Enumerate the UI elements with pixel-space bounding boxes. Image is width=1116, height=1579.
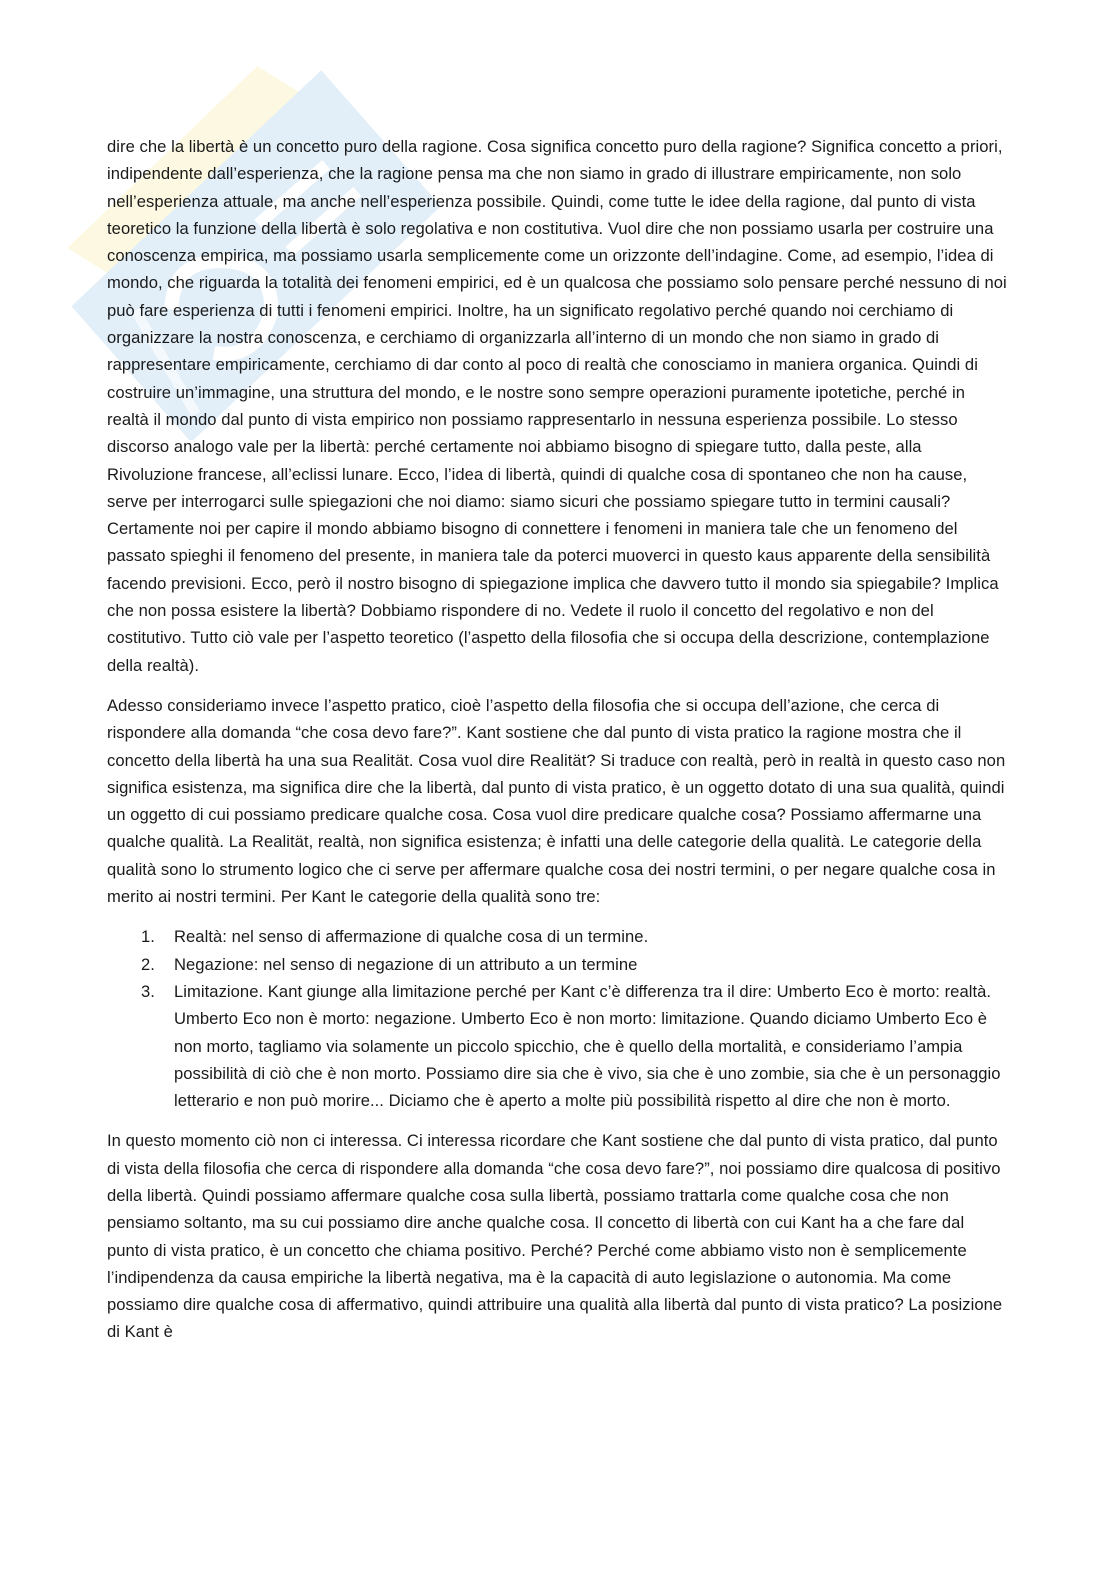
document-body	[107, 133, 1007, 1346]
paragraph-practical: Adesso consideriamo invece l’aspetto pratico, cioè l’aspetto della filosofia che si occupa dell’azione, che cerca di rispondere alla domanda “che cosa devo fare?”. Kant sostiene che dal punto di vista pratico la ragione mostra che il concetto della libertà ha una sua Realität. Cosa vuol dire Realität? Si traduce con realtà, però in realtà in questo caso non significa esistenza, ma significa dire che la libertà, dal punto di vista pratico, è un oggetto dotato di una sua qualità, quindi un oggetto di cui possiamo predicare qualche cosa. Cosa vuol dire predicare qualche cosa? Possiamo affermarne una qualche qualità. La Realität, realtà, non significa esistenza; è infatti una delle categorie della qualità. Le categorie della qualità sono lo strumento logico che ci serve per affermare qualche cosa dei nostri termini, o per negare qualche cosa in merito ai nostri termini. Per Kant le categorie della qualità sono tre:	[107, 695, 1006, 907]
paragraph-theoretical: dire che la libertà è un concetto puro della ragione. Cosa significa concetto puro della ragione? Significa concetto a priori, indipendente dall’esperienza, che la ragione pensa ma che non siamo in grado di illustrare empiricamente, non solo nell’esperienza attuale, ma anche nell’esperienza possibile. Quindi, come tutte le idee della ragione, dal punto di vista teoretico la funzione della libertà è solo regolativa e non costitutiva. Vuol dire che non possiamo usarla per costruire una conoscenza empirica, ma possiamo usarla semplicemente come un orizzonte dell’indagine. Come, ad esempio, l’idea di mondo, che riguarda la totalità dei fenomeni empirici, ed è un qualcosa che possiamo solo pensare perché nessuno di noi può fare esperienza di tutti i fenomeni empirici. Inoltre, ha un significato regolativo perché quando noi cerchiamo di organizzare la nostra conoscenza, e cerchiamo di organizzarla all’interno di un mondo che non siamo in grado di rappresentare empiricamente, cerchiamo di dar conto al poco di realtà che conosciamo in maniera organica. Quindi di costruire un’immagine, una struttura del mondo, e le nostre sono sempre operazioni puramente ipotetiche, perché in realtà il mondo dal punto di vista empirico non possiamo rappresentarlo in nessuna esperienza possibile. Lo stesso discorso analogo vale per la libertà: perché certamente noi abbiamo bisogno di spiegare tutto, dalla peste, alla Rivoluzione francese, all’eclissi lunare. Ecco, l’idea di libertà, quindi di qualche cosa di spontaneo che non ha cause, serve per interrogarci sulle spiegazioni che noi diamo: siamo sicuri che possiamo spiegare tutto in termini causali? Certamente noi per capire il mondo abbiamo bisogno di connettere i fenomeni in maniera tale che un fenomeno del passato spieghi il fenomeno del presente, in maniera tale da poterci muoverci in questo kaus apparente della sensibilità facendo previsioni. Ecco, però il nostro bisogno di spiegazione implica che davvero tutto il mondo sia spiegabile? Implica che non possa esistere la libertà? Dobbiamo rispondere di no. Vedete il ruolo il concetto del regolativo e non del costitutivo. Tutto ciò vale per l’aspetto teoretico (l’aspetto della filosofia che si occupa della descrizione, contemplazione della realtà).	[107, 137, 1007, 675]
list-item-text: Limitazione. Kant giunge alla limitazione perché per Kant c’è differenza tra il dire: Umberto Eco è morto: realtà. Umberto Eco non è morto: negazione. Umberto Eco è non morto: limitazione. Quando diciamo Umberto Eco è non morto, tagliamo via solamente un piccolo spicchio, che è quello della mortalità, e consideriamo l’ampia possibilità di ciò che è non morto. Possiamo dire sia che è vivo, sia che è uno zombie, sia che è un personaggio letterario e non può morire... Diciamo che è aperto a molte più possibilità rispetto al dire che non è morto.	[174, 981, 1001, 1111]
list-item-number: 2.	[141, 954, 155, 974]
list-item-text: Negazione: nel senso di negazione di un attributo a un termine	[174, 954, 638, 974]
list-item	[107, 923, 1007, 950]
list-item	[107, 951, 1007, 978]
list-item-number: 1.	[141, 927, 155, 947]
list-item	[107, 978, 1007, 1114]
quality-categories-list	[107, 923, 1007, 1114]
list-item-text: Realtà: nel senso di affermazione di qualche cosa di un termine.	[174, 927, 649, 947]
list-item-number: 3.	[141, 981, 155, 1001]
paragraph-closing: In questo momento ciò non ci interessa. Ci interessa ricordare che Kant sostiene che dal punto di vista pratico, dal punto di vista della filosofia che cerca di rispondere alla domanda “che cosa devo fare?”, noi possiamo dire qualcosa di positivo della libertà. Quindi possiamo affermare qualche cosa sulla libertà, possiamo trattarla come qualche cosa che non pensiamo soltanto, ma su cui possiamo dire anche qualche cosa. Il concetto di libertà con cui Kant ha a che fare dal punto di vista pratico, è un concetto che chiama positivo. Perché? Perché come abbiamo visto non è semplicemente l’indipendenza da causa empiriche la libertà negativa, ma è la capacità di auto legislazione o autonomia. Ma come possiamo dire qualche cosa di affermativo, quindi attribuire una qualità alla libertà dal punto di vista pratico? La posizione di Kant è	[107, 1131, 1003, 1342]
